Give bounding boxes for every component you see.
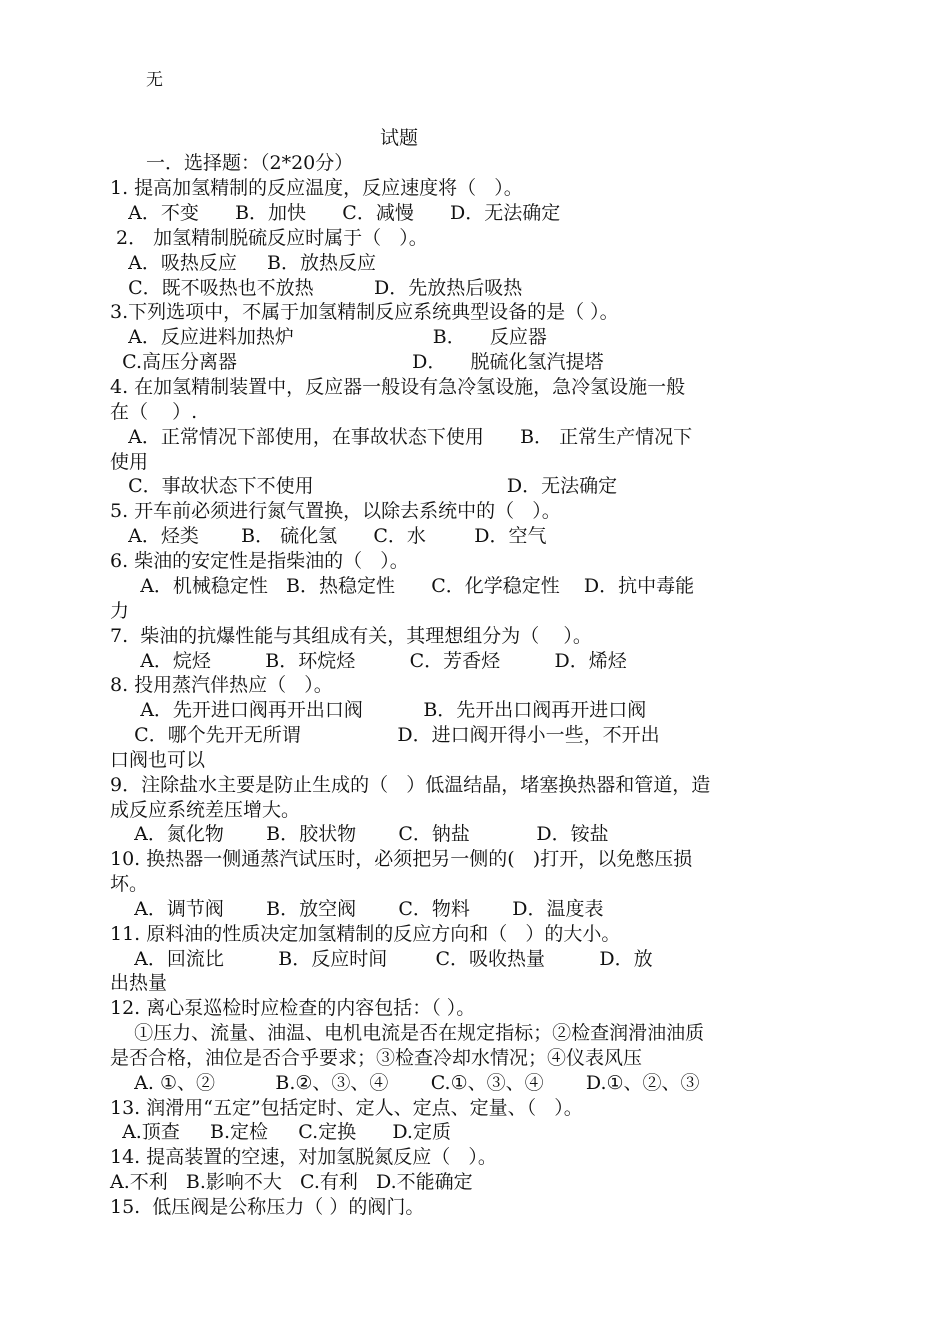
options-line: C.高压分离器 D． 脱硫化氢汽提塔 <box>110 351 604 373</box>
question-line: 5. 开车前必须进行氮气置换，以除去系统中的（ ）。 <box>110 500 561 522</box>
question-line: 成反应系统差压增大。 <box>110 799 301 821</box>
options-line: A．吸热反应 B．放热反应 <box>110 252 377 274</box>
options-line: 口阀也可以 <box>110 749 206 771</box>
question-line: 13. 润滑用“五定”包括定时、定人、定点、定量、（ ）。 <box>110 1097 583 1119</box>
options-line: A．机械稳定性 B．热稳定性 C．化学稳定性 D．抗中毒能 <box>110 575 695 597</box>
question-line: 8. 投用蒸汽伴热应（ ）。 <box>110 674 333 696</box>
options-line: A．反应进料加热炉 B． 反应器 <box>110 326 547 348</box>
options-line: A．氮化物 B．胶状物 C．钠盐 D．铵盐 <box>110 823 609 845</box>
options-line: 出热量 <box>110 972 168 994</box>
options-line: A．烃类 B． 硫化氢 C．水 D．空气 <box>110 525 547 547</box>
question-line: 7. 柴油的抗爆性能与其组成有关，其理想组分为（ ）。 <box>110 625 592 647</box>
options-line: A．正常情况下部使用，在事故状态下使用 B． 正常生产情况下 <box>110 426 693 448</box>
question-line: 坏。 <box>110 873 149 895</box>
question-line: 9．注除盐水主要是防止生成的（ ）低温结晶，堵塞换热器和管道，造 <box>110 774 711 796</box>
question-line: ①压力、流量、油温、电机电流是否在规定指标；②检查润滑油油质 <box>110 1022 705 1044</box>
exam-title: 试题 <box>380 127 419 149</box>
options-line: A．调节阀 B．放空阀 C．物料 D．温度表 <box>110 898 604 920</box>
question-line: 12. 离心泵巡检时应检查的内容包括：（ ）。 <box>110 997 476 1019</box>
question-line: 在（ ）. <box>110 401 198 423</box>
options-line: A．不变 B．加快 C．减慢 D．无法确定 <box>110 202 561 224</box>
page-header: 无 <box>146 70 163 90</box>
question-line: 1. 提高加氢精制的反应温度，反应速度将（ ）。 <box>110 177 523 199</box>
options-line: A. ①、② B.②、③、④ C.①、③、④ D.①、②、③ <box>110 1072 700 1094</box>
question-line: 15. 低压阀是公称压力（ ）的阀门。 <box>110 1196 425 1218</box>
options-line: C．哪个先开无所谓 D．进口阀开得小一些，不开出 <box>110 724 660 746</box>
options-line: A．先开进口阀再开出口阀 B．先开出口阀再开进口阀 <box>110 699 647 721</box>
options-line: C．事故状态下不使用 D．无法确定 <box>110 475 618 497</box>
options-line: C．既不吸热也不放热 D．先放热后吸热 <box>110 277 523 299</box>
question-line: 11. 原料油的性质决定加氢精制的反应方向和（ ）的大小。 <box>110 923 621 945</box>
options-line: A.顶查 B.定检 C.定换 D.定质 <box>110 1121 451 1143</box>
section-heading: 一．选择题：（2*20分） <box>146 152 354 174</box>
options-line: A.不利 B.影响不大 C.有利 D.不能确定 <box>110 1171 473 1193</box>
options-line: 力 <box>110 600 130 622</box>
question-line: 是否合格，油位是否合乎要求；③检查冷却水情况；④仪表风压 <box>110 1047 643 1069</box>
question-line: 10. 换热器一侧通蒸汽试压时，必须把另一侧的( )打开，以免憋压损 <box>110 848 693 870</box>
options-line: A．回流比 B．反应时间 C．吸收热量 D．放 <box>110 948 653 970</box>
question-line: 4. 在加氢精制装置中，反应器一般设有急冷氢设施，急冷氢设施一般 <box>110 376 686 398</box>
question-line: 2． 加氢精制脱硫反应时属于（ ）。 <box>110 227 428 249</box>
question-line: 6. 柴油的安定性是指柴油的（ ）。 <box>110 550 409 572</box>
options-line: 使用 <box>110 451 149 473</box>
question-line: 14. 提高装置的空速，对加氢脱氮反应（ ）。 <box>110 1146 497 1168</box>
options-line: A．烷烃 B．环烷烃 C．芳香烃 D．烯烃 <box>110 650 627 672</box>
question-line: 3.下列选项中，不属于加氢精制反应系统典型设备的是（ ）。 <box>110 301 619 323</box>
